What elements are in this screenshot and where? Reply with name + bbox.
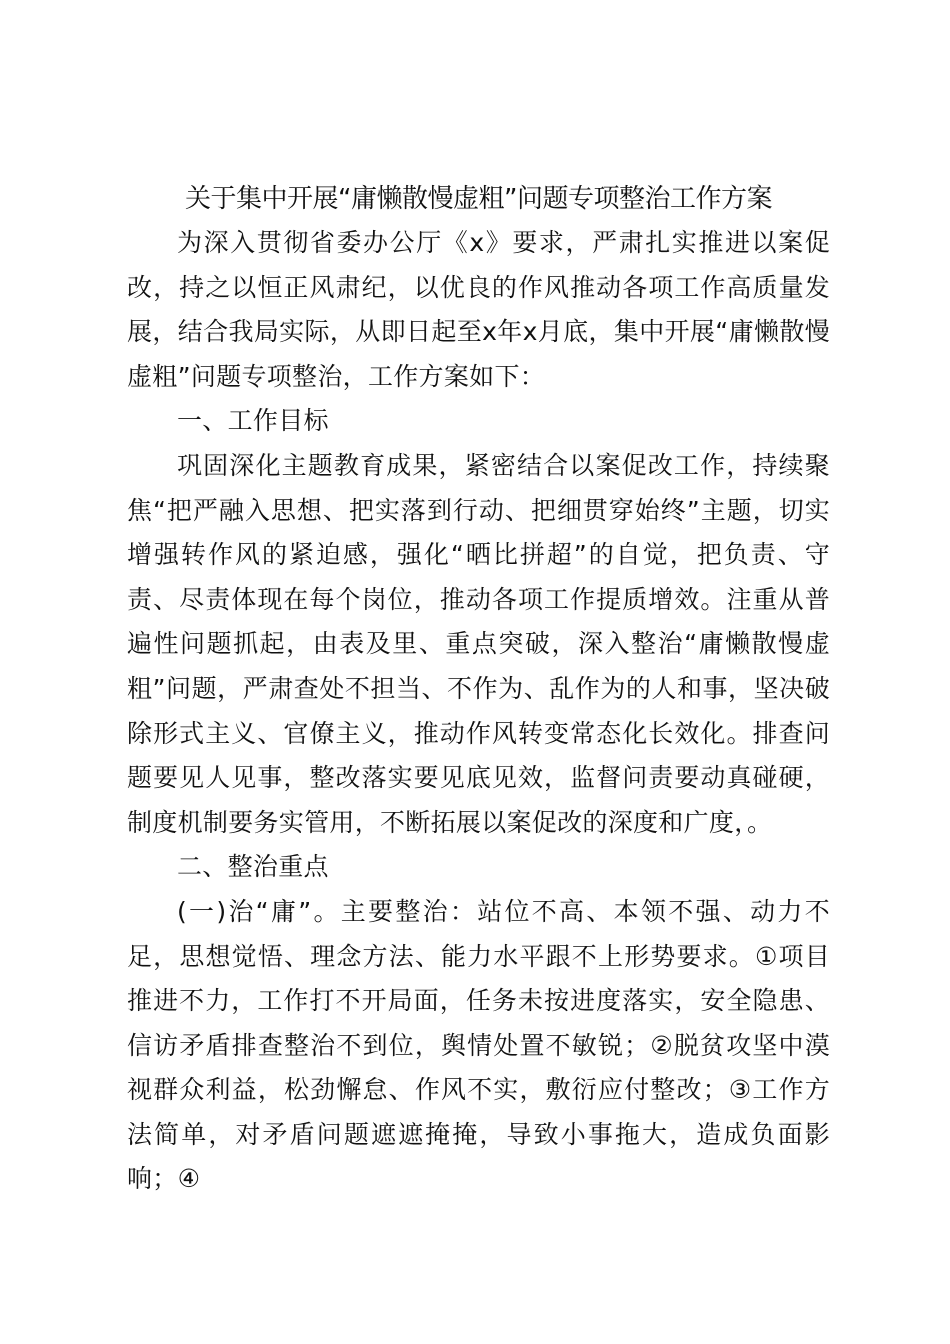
section-heading-goals: 一、工作目标 — [177, 406, 329, 436]
document-page — [127, 177, 830, 1202]
document-title: 关于集中开展“庸懒散慢虚粗”问题专项整治工作方案 — [185, 184, 772, 214]
focus-item-1-paragraph: (一)治“庸”。主要整治：站位不高、本领不强、动力不足，思想觉悟、理念方法、能力水平跟不上形势要求。①项目推进不力，工作打不开局面，任务未按进度落实，安全隐患、信访矛盾排查整治不到位，舆情处置不敏锐；②脱贫攻坚中漠视群众利益，松劲懈怠、作风不实，敷衍应付整改；③工作方法简单，对矛盾问题遮遮掩掩，导致小事拖大，造成负面影响；④ — [127, 896, 830, 1194]
section-heading-focus: 二、整治重点 — [177, 852, 329, 882]
intro-paragraph: 为深入贯彻省委办公厅《x》要求，严肃扎实推进以案促改，持之以恒正风肃纪，以优良的作风推动各项工作高质量发展，结合我局实际，从即日起至x年x月底，集中开展“庸懒散慢虚粗”问题专项整治，工作方案如下： — [127, 228, 830, 391]
goals-paragraph: 巩固深化主题教育成果，紧密结合以案促改工作，持续聚焦“把严融入思想、把实落到行动、把细贯穿始终”主题，切实增强转作风的紧迫感，强化“晒比拼超”的自觉，把负责、守责、尽责体现在每个岗位，推动各项工作提质增效。注重从普遍性问题抓起，由表及里、重点突破，深入整治“庸懒散慢虚粗”问题，严肃查处不担当、不作为、乱作为的人和事，坚决破除形式主义、官僚主义，推动作风转变常态化长效化。排查问题要见人见事，整改落实要见底见效，监督问责要动真碰硬，制度机制要务实管用，不断拓展以案促改的深度和广度，。 — [127, 450, 830, 837]
